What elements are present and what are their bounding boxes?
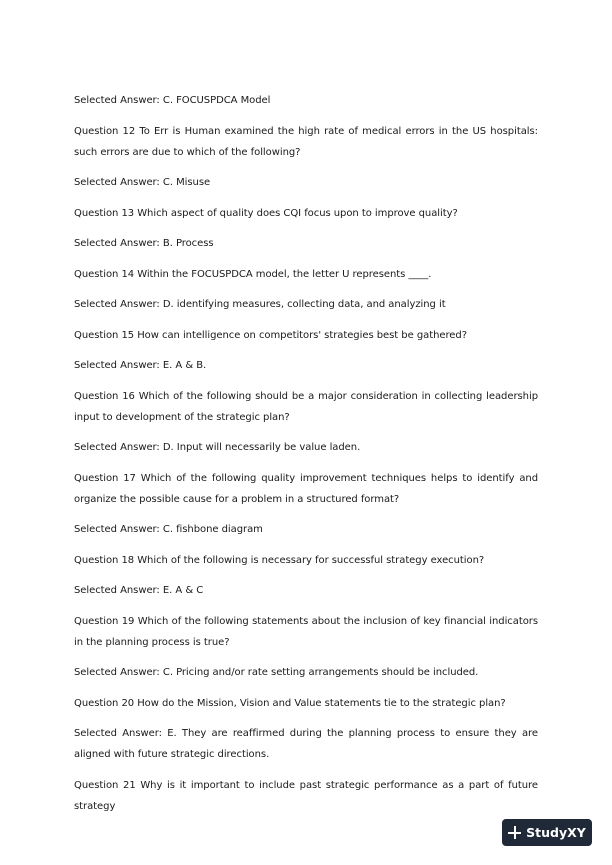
question-text: Question 12 To Err is Human examined the high rate of medical errors in the US hospitals: such errors are due to which of the following?: [74, 125, 538, 158]
answer-text: Selected Answer: C. FOCUSPDCA Model: [74, 95, 271, 106]
question-text: Question 17 Which of the following quality improvement techniques helps to identify and organize the possible cause for a problem in a structured format?: [74, 472, 538, 505]
answer-text: Selected Answer: E. They are reaffirmed during the planning process to ensure they are aligned with future strategic directions.: [74, 728, 538, 760]
question-text: Question 19 Which of the following statements about the inclusion of key financial indicators in the planning process is true?: [74, 615, 538, 648]
answer-text: Selected Answer: E. A & C: [74, 585, 204, 596]
answer-text: Selected Answer: C. Pricing and/or rate setting arrangements should be included.: [74, 667, 479, 678]
badge-label: StudyXY: [526, 825, 586, 840]
question-text: Question 13 Which aspect of quality does CQI focus upon to improve quality?: [74, 207, 458, 219]
answer-text: Selected Answer: C. fishbone diagram: [74, 524, 263, 535]
question-text: Question 14 Within the FOCUSPDCA model, the letter U represents ____.: [74, 268, 432, 280]
plus-icon: [508, 826, 521, 839]
question-text: Question 20 How do the Mission, Vision and Value statements tie to the strategic plan?: [74, 697, 506, 709]
question-text: Question 15 How can intelligence on competitors' strategies best be gathered?: [74, 329, 467, 341]
question-text: Question 16 Which of the following should be a major consideration in collecting leadership input to development of the strategic plan?: [74, 390, 538, 423]
answer-text: Selected Answer: C. Misuse: [74, 177, 211, 188]
answer-text: Selected Answer: E. A & B.: [74, 360, 207, 371]
answer-text: Selected Answer: D. Input will necessarily be value laden.: [74, 442, 361, 453]
answer-text: Selected Answer: D. identifying measures, collecting data, and analyzing it: [74, 299, 446, 310]
question-text: Question 18 Which of the following is necessary for successful strategy execution?: [74, 554, 485, 566]
question-text: Question 21 Why is it important to include past strategic performance as a part of future strategy: [74, 779, 538, 812]
studyxy-badge[interactable]: [502, 819, 592, 846]
document-body: [74, 90, 538, 826]
answer-text: Selected Answer: B. Process: [74, 238, 214, 249]
